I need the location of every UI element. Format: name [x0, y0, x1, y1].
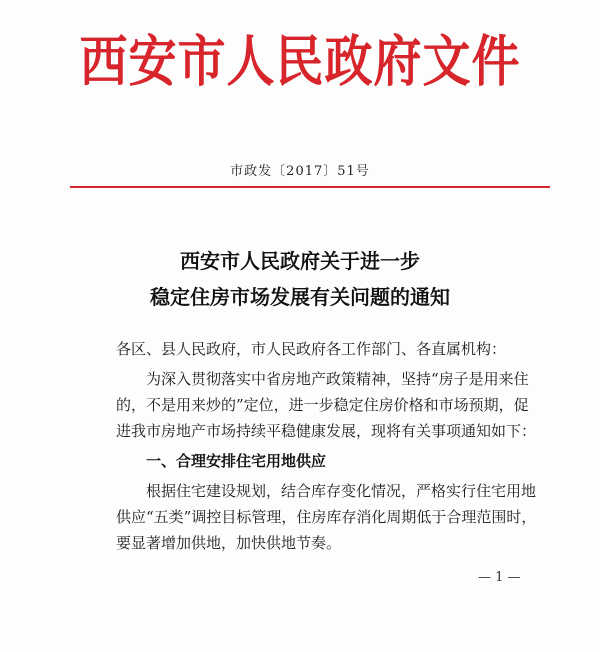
- section-1-line-1: 根据住宅建设规划，结合库存变化情况，严格实行住宅用地: [146, 482, 537, 500]
- addressee-line: 各区、县人民政府，市人民政府各工作部门、各直属机构：: [116, 340, 507, 358]
- intro-line-1: 为深入贯彻落实中省房地产政策精神，坚持“房子是用来住: [146, 370, 529, 388]
- page-number: — 1 —: [478, 570, 521, 585]
- intro-line-3: 进我市房地产市场持续平稳健康发展，现将有关事项通知如下：: [116, 422, 537, 440]
- document-title-line-2: 稳定住房市场发展有关问题的通知: [150, 285, 450, 309]
- document-number: 市政发〔2017〕51号: [230, 164, 370, 179]
- section-heading-1: 一、合理安排住宅用地供应: [146, 452, 327, 470]
- document-title: [0, 243, 600, 315]
- section-1-line-3: 要显著增加供地，加快供地节奏。: [116, 534, 342, 552]
- issuer-title: 西安市人民政府文件: [79, 30, 521, 95]
- section-1-paragraph: [116, 478, 556, 556]
- red-divider-line: [70, 186, 550, 188]
- intro-line-2: 的，不是用来炒的”定位，进一步稳定住房价格和市场预期，促: [116, 396, 529, 414]
- document-title-line-1: 西安市人民政府关于进一步: [180, 249, 420, 273]
- intro-paragraph: [116, 366, 556, 444]
- section-1-line-2: 供应“五类”调控目标管理，住房库存消化周期低于合理范围时，: [116, 508, 537, 526]
